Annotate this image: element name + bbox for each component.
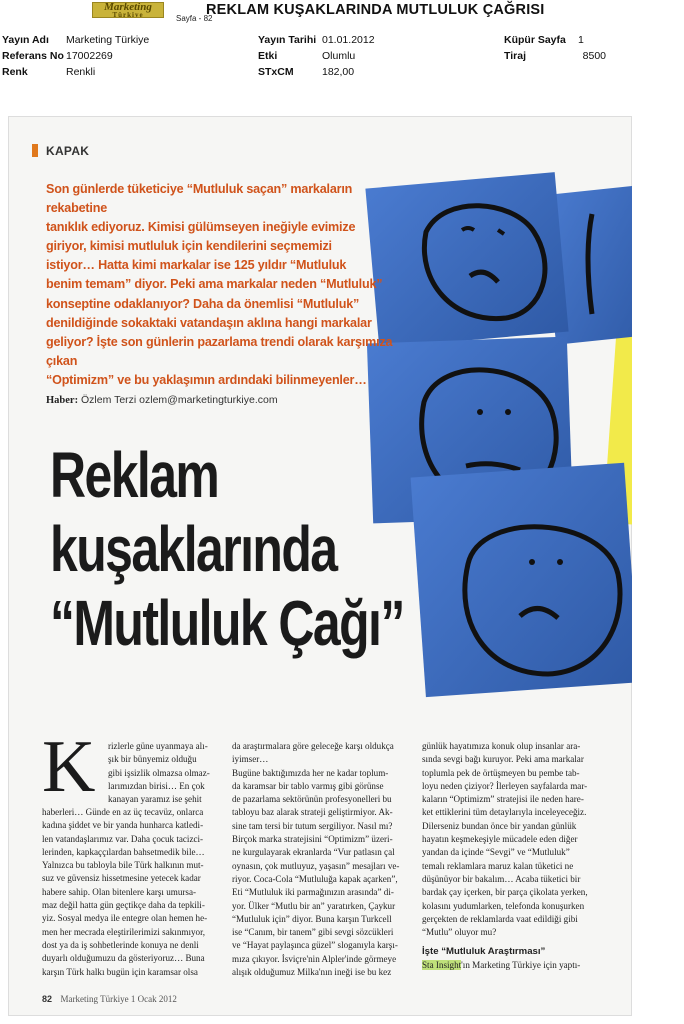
meta-right — [504, 32, 606, 64]
body-line: sında sevgi bağı kuruyor. Peki ama markalar — [422, 754, 584, 765]
body-line: yiz. Sosyal medya ile entegre olan hemen he- — [42, 913, 208, 924]
meta-value: 182,00 — [322, 66, 355, 78]
meta-value: Olumlu — [322, 50, 356, 62]
body-column-1-dropcap-lines — [108, 740, 222, 806]
body-line: len vatandaşlarımız var. Daha çocuk tacizci- — [42, 833, 204, 844]
clipping-title: REKLAM KUŞAKLARINDA MUTLULUK ÇAĞRISI — [206, 2, 545, 18]
body-line: iyimser… — [232, 754, 269, 765]
meta-label: Referans No — [2, 50, 64, 62]
meta-value: 01.01.2012 — [322, 34, 375, 46]
body-line: duyarlı olduğumuzu da gösteriyoruz… Buna — [42, 953, 205, 964]
body-line: da araştırmalara göre geleceğe karşı oldukça — [232, 741, 394, 751]
meta-label: Küpür Sayfa — [504, 34, 566, 46]
section-label: KAPAK — [46, 144, 90, 158]
body-line: kolasını yudumlarken, telefonda konuşurken — [422, 900, 585, 911]
body-column-2 — [232, 740, 412, 979]
meta-value: Renkli — [66, 66, 96, 78]
body-line: ise “Canım, bir tanem” gibi sevgi sözcükleri — [232, 927, 394, 938]
body-line: yandan da içinde “Sevgi” ve “Mutluluk” — [422, 847, 570, 858]
meta-label: STxCM — [258, 66, 294, 78]
page-number: 82 — [42, 994, 53, 1004]
headline-line: “Mutluluk Çağı” — [50, 587, 404, 659]
body-line: tabloyu baz alarak strateji geliştirmiyor. Ak- — [232, 807, 393, 818]
lead-line: giriyor, kimisi mutluluk için kendilerini seçmemizi — [46, 239, 332, 254]
meta-value: 1 — [578, 34, 584, 46]
body-line: hayatın keşmekeşiyle mücadele eden diğer — [422, 834, 578, 845]
lead-line: istiyor… Hatta kimi markalar ise 125 yıldır “Mutluluk — [46, 258, 347, 273]
body-line: sine tam tersi bir tutum sergiliyor. Nasıl mı? — [232, 820, 393, 831]
body-line: “Mutlu” oluyor mu? — [422, 927, 497, 938]
byline — [46, 394, 278, 406]
body-line: kaların “Optimizm” stratejisi ile neden hare- — [422, 794, 584, 805]
body-line: gerçekten de reklamlarda vaat edildiği gibi — [422, 913, 578, 924]
meta-value: 17002269 — [66, 50, 113, 62]
body-line: bardak çay içerken, bir parça çikolata yerken, — [422, 887, 588, 898]
body-line: Eti “Mutluluk iki parmağınızın arasında” di- — [232, 887, 394, 898]
meta-value: 8500 — [582, 50, 606, 62]
body-column-3 — [422, 740, 606, 972]
body-line: karşın Türk halkı bugün için karamsar olsa — [42, 966, 198, 977]
body-line: günlük hayatımıza konuk olup insanlar ara- — [422, 741, 581, 751]
meta-label: Tiraj — [504, 50, 526, 62]
body-column-1 — [42, 806, 222, 979]
body-line: larımızdan birisi… En çok — [108, 780, 205, 791]
meta-value: Marketing Türkiye — [66, 34, 150, 46]
body-line: habere sahip. Olan bitenlere karşı umursa- — [42, 886, 197, 897]
lead-line: “Optimizm” ve bu yaklaşımın ardındaki bilinmeyenler… — [46, 372, 367, 387]
body-line: kadına şiddet ve bir yanda hunharca katledi- — [42, 820, 204, 831]
body-line: “Mutluluk için” diyor. Buna karşın Turkcell — [232, 913, 392, 924]
body-line: Yalnızca bu tabloyla bile Türk halkının mut- — [42, 860, 204, 871]
body-line: Birçok marka stratejisini “Optimizm” üzeri- — [232, 834, 393, 845]
body-line: temalı reklamlara maruz kalan tüketici ne — [422, 860, 574, 871]
logo-text-line1: Marketing — [104, 2, 152, 13]
drop-cap: K — [42, 726, 96, 808]
headline-line: Reklam — [50, 439, 219, 511]
body-line: de pazarlama sektörünün profesyonelleri bu — [232, 794, 392, 805]
body-line: riyor. Coca-Cola “Mutluluğa kapak açarken”, — [232, 873, 398, 884]
article-headline — [50, 438, 404, 660]
headline-line: kuşaklarında — [50, 513, 337, 585]
body-line: kanayan yaramız ise şehit — [108, 794, 202, 805]
body-line: yor. Ülker “Mutlu bir an” yaratırken, Çaykur — [232, 900, 396, 911]
section-marker — [32, 144, 38, 157]
meta-label: Renk — [2, 66, 28, 78]
body-line: mıza çıkıyor. İsviçre'nin Alpler'inde görmeye — [232, 953, 397, 964]
page-footer — [42, 994, 177, 1004]
meta-label: Yayın Adı — [2, 34, 49, 46]
body-line: men her mecrada eleştirilerimizi sakınmıyor, — [42, 926, 206, 937]
body-line: suz ve güvensiz hissetmesine yetecek kadar — [42, 873, 201, 884]
lead-line: geliyor? İşte son günlerin pazarlama trendi olarak karşımıza çıkan — [46, 334, 393, 368]
body-line: Bugüne baktığımızda her ne kadar toplum- — [232, 767, 389, 778]
publication-logo — [92, 2, 164, 18]
lead-line: tanıklık ediyoruz. Kimisi gülümseyen ineğiyle evimize — [46, 220, 356, 235]
body-line: maz değil hatta gün geçtikçe daha da tepkili- — [42, 900, 205, 911]
page-label: Sayfa - 82 — [176, 14, 213, 23]
byline-author: Özlem Terzi ozlem@marketingturkiye.com — [81, 394, 278, 406]
byline-label: Haber: — [46, 395, 79, 406]
body-line: rizlerle güne uyanmaya alı- — [108, 741, 208, 751]
meta-left — [2, 32, 149, 80]
body-line: oynasın, çok mutluyuz, yaşasın” mesajları ve- — [232, 860, 400, 871]
section-subhead: İşte “Mutluluk Araştırması” — [422, 946, 546, 958]
body-line: dost ya da iş sohbetlerinde konuya ne denli — [42, 939, 199, 950]
body-line: ve “Hayat paylaşınca güzel” sloganıyla karşı- — [232, 940, 398, 951]
body-line — [422, 959, 606, 972]
highlighted-text: Sta Insight — [422, 959, 462, 970]
body-line-rest: 'ın Marketing Türkiye için yaptı- — [461, 959, 581, 970]
body-line: toplumla pek de örtüşmeyen bu pembe tab- — [422, 767, 580, 778]
lead-line: denildiğinde sokaktaki vatandaşın aklına hangi markalar — [46, 315, 372, 330]
body-line: ne kurgulayarak ekranlarda “Vur patlasın çal — [232, 847, 395, 858]
body-line: da karamsar bir tablo varmış gibi görünse — [232, 780, 384, 791]
meta-label: Etki — [258, 50, 278, 62]
body-line: şık bir bünyemiz olduğu — [108, 754, 197, 765]
footer-magazine: Marketing Türkiye 1 Ocak 2012 — [60, 994, 177, 1004]
body-line: haberleri… Günde en az üç tecavüz, onlarca — [42, 807, 204, 817]
body-line: alışık olduğumuz Milka'nın ineği ise bu kez — [232, 967, 392, 978]
body-line: Dilerseniz bundan önce bir yandan günlük — [422, 820, 577, 831]
meta-label: Yayın Tarihi — [258, 34, 317, 46]
lead-line: Son günlerde tüketiciye “Mutluluk saçan” markaların rekabetine — [46, 182, 353, 216]
meta-mid — [258, 32, 375, 80]
sad-face-note — [411, 463, 632, 697]
body-line: gibi işsizlik olmazsa olmaz- — [108, 767, 210, 778]
lead-line: konseptine odaklanıyor? Daha da önemlisi “Mutluluk” — [46, 296, 360, 311]
body-line: loyu neden çiziyor? İlerleyen sayfalarda mar- — [422, 780, 588, 791]
body-line: lerinden, kapkaççılardan bahsetmedik bile… — [42, 846, 205, 857]
body-line: düşünüyor bir bakalım… Acaba tüketici bir — [422, 873, 581, 884]
logo-text-line2: Türkiye — [112, 11, 144, 18]
lead-line: benim temam” diyor. Peki ama markalar neden “Mutluluk” — [46, 277, 383, 292]
body-line: ket ettiklerini tüm detaylarıyla inceleyeceğiz. — [422, 807, 587, 818]
article-lead — [46, 180, 396, 390]
magazine-page — [8, 116, 632, 1016]
